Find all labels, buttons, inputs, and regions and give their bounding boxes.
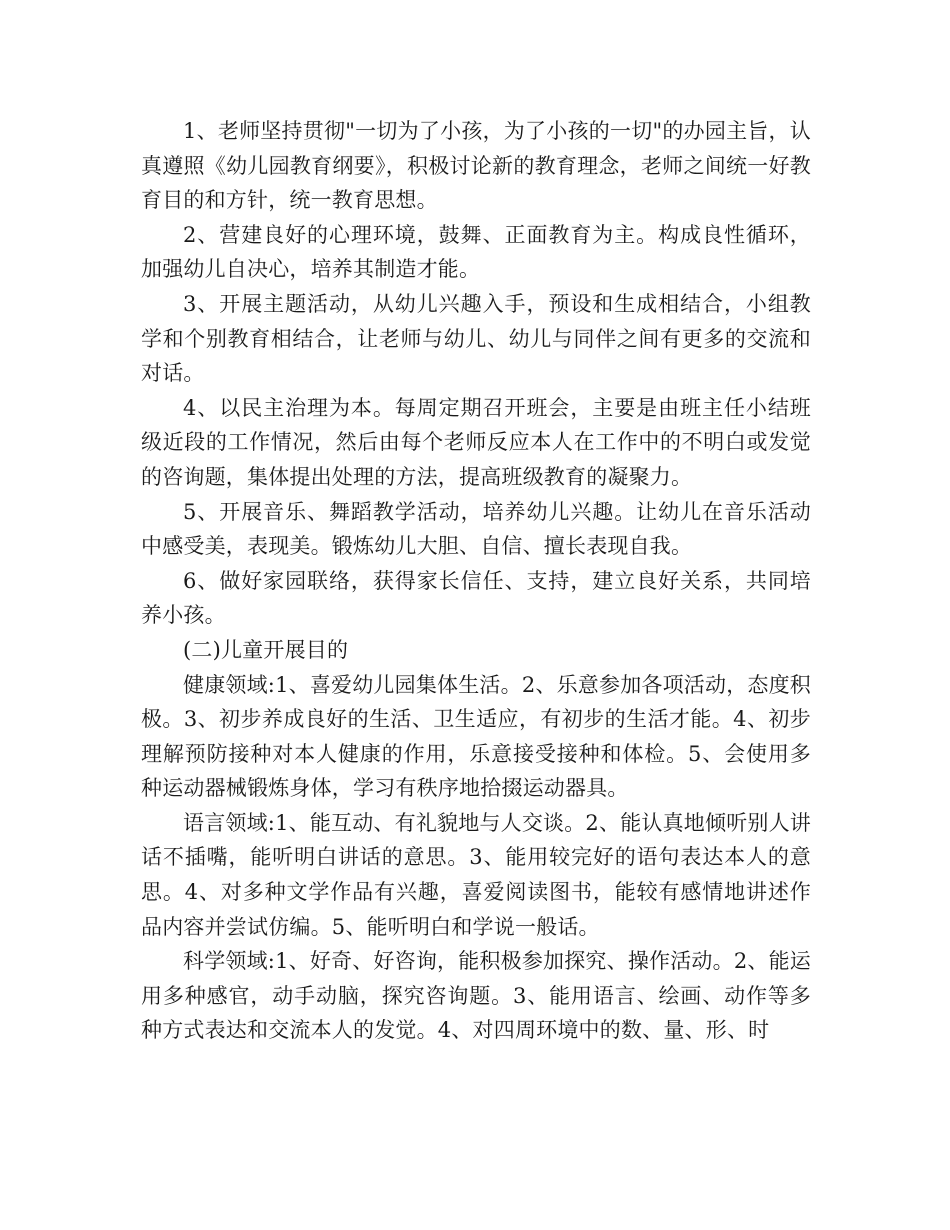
paragraph-science-domain: 科学领域:1、好奇、好咨询，能积极参加探究、操作活动。2、能运用多种感官，动手动脑，探究咨询题。3、能用语言、绘画、动作等多种方式表达和交流本人的发觉。4、对四周环境中的数、量、形、时 [141, 949, 811, 1043]
paragraph-democratic-management: 4、以民主治理为本。每周定期召开班会，主要是由班主任小结班级近段的工作情况，然后由每个老师反应本人在工作中的不明白或发觉的咨询题，集体提出处理的方法，提高班级教育的凝聚力。 [141, 395, 811, 489]
paragraph-environment: 2、营建良好的心理环境，鼓舞、正面教育为主。构成良性循环，加强幼儿自决心，培养其制造才能。 [141, 222, 811, 282]
paragraph-home-school: 6、做好家园联络，获得家长信任、支持，建立良好关系，共同培养小孩。 [141, 568, 811, 628]
paragraph-theme-activities: 3、开展主题活动，从幼儿兴趣入手，预设和生成相结合，小组教学和个别教育相结合，让老师与幼儿、幼儿与同伴之间有更多的交流和对话。 [141, 291, 811, 386]
paragraph-language-domain: 语言领域:1、能互动、有礼貌地与人交谈。2、能认真地倾听别人讲话不插嘴，能听明白讲话的意思。3、能用较完好的语句表达本人的意思。4、对多种文学作品有兴趣，喜爱阅读图书，能较有感情地讲述作品内容并尝试仿编。5、能听明白和学说一般话。 [141, 810, 811, 939]
paragraph-teacher-principle: 1、老师坚持贯彻"一切为了小孩，为了小孩的一切"的办园主旨，认真遵照《幼儿园教育纲要》，积极讨论新的教育理念，老师之间统一好教育目的和方针，统一教育思想。 [141, 119, 811, 213]
paragraph-music-dance: 5、开展音乐、舞蹈教学活动，培养幼儿兴趣。让幼儿在音乐活动中感受美，表现美。锻炼幼儿大胆、自信、擅长表现自我。 [141, 499, 811, 559]
section-heading-child-goals: (二)儿童开展目的 [183, 637, 349, 662]
paragraph-health-domain: 健康领域:1、喜爱幼儿园集体生活。2、乐意参加各项活动，态度积极。3、初步养成良好的生活、卫生适应，有初步的生活才能。4、初步理解预防接种对本人健康的作用，乐意接受接种和体检。5、会使用多种运动器械锻炼身体，学习有秩序地拾掇运动器具。 [141, 672, 811, 801]
document-body [141, 114, 811, 1048]
